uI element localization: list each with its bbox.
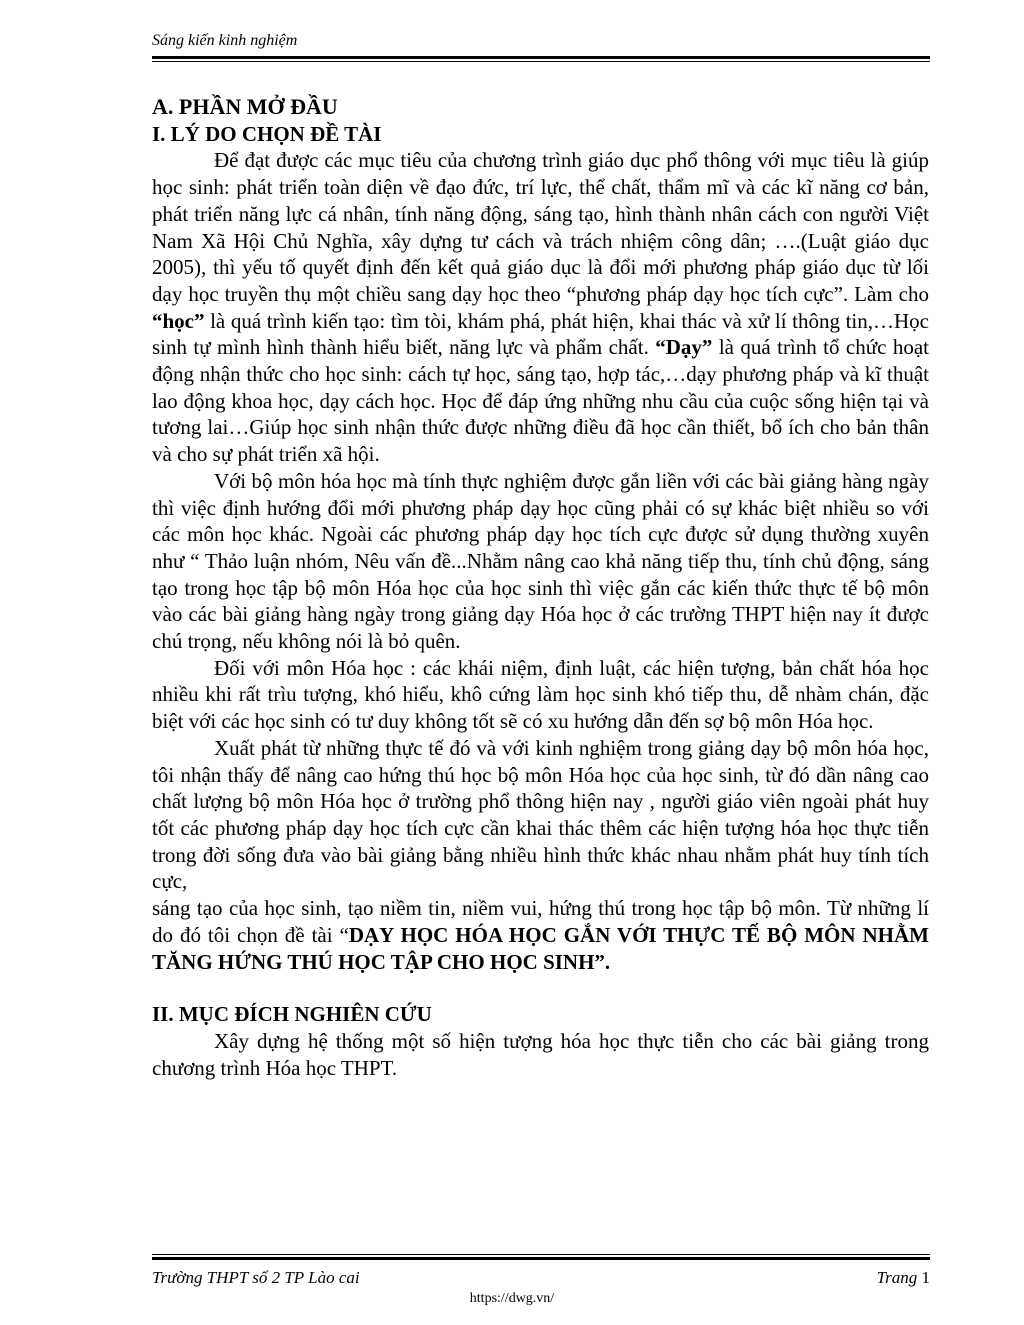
topic-title: DẠY HỌC HÓA HỌC GẮN VỚI THỰC TẾ BỘ MÔN NHẰM TĂNG HỨNG THÚ HỌC TẬP CHO HỌC SINH”. [152,922,929,974]
page-label: Trang [876,1268,918,1287]
document-body [152,94,929,1081]
paragraph-reason-2: Với bộ môn hóa học mà tính thực nghiệm được gắn liền với các bài giảng hàng ngày thì việc định hướng đổi mới phương pháp dạy học cũng phải có sự khác biệt nhiều so với các môn học khác. Ngoài các phương pháp dạy học tích cực được sử dụng thường xuyên như “ Thảo luận nhóm, Nêu vấn đề...Nhằm nâng cao khả năng tiếp thu, tính chủ động, sáng tạo trong học tập bộ môn Hóa học của học sinh thì việc gắn các kiến thức thực tế bộ môn vào các bài giảng hàng ngày trong giảng dạy Hóa học ở các trường THPT hiện nay ít được chú trọng, nếu không nói là bỏ quên. [152,468,929,654]
source-url[interactable]: https://dwg.vn/ [469,1291,555,1306]
header-rule-thick [152,56,930,59]
paragraph-text: là quá trình kiến tạo: tìm tòi, khám phá, phát hiện, khai thác và xử lí thông tin,…Học sinh tự mình hình thành hiểu biết, năng lực và phẩm chất. [152,308,929,360]
paragraph-text: Để đạt được các mục tiêu của chương trình giáo dục phổ thông với mục tiêu là giúp học sinh: phát triển toàn diện về đạo đức, trí lực, thể chất, thẩm mĩ và các kĩ năng cơ bản, phát triển năng lực cá nhân, tính năng động, sáng tạo, hình thành nhân cách con người Việt Nam Xã Hội Chủ Nghĩa, xây dựng tư cách và trách nhiệm công dân; ….(Luật giáo dục 2005), thì yếu tố quyết định đến kết quả giáo dục là đổi mới phương pháp giáo dục từ lối dạy học truyền thụ một chiều sang dạy học theo “phương pháp dạy học tích cực”. Làm cho [152,148,929,306]
header-title: Sáng kiến kinh nghiệm [152,32,298,49]
paragraph-purpose: Xây dựng hệ thống một số hiện tượng hóa học thực tiễn cho các bài giảng trong chương trình Hóa học THPT. [152,1028,929,1080]
paragraph-reason-4-cont [152,895,929,975]
footer-rule-thick [152,1257,930,1260]
section-a-heading: A. PHẦN MỞ ĐẦU [152,94,338,119]
paragraph-reason-1 [152,147,929,467]
paragraph-text: sáng tạo của học sinh, tạo niềm tin, niềm vui, hứng thú trong học tập bộ môn. Từ những lí do đó tôi chọn đề tài “ [152,896,929,947]
page-number: 1 [921,1268,930,1287]
footer-page [877,1268,930,1288]
footer-school: Trường THPT số 2 TP Lào cai [152,1268,360,1287]
section-1-heading: I. LÝ DO CHỌN ĐỀ TÀI [152,121,382,146]
paragraph-reason-4: Xuất phát từ những thực tế đó và với kinh nghiệm trong giảng dạy bộ môn hóa học, tôi nhận thấy để nâng cao hứng thú học bộ môn Hóa học của học sinh, từ đó dần nâng cao chất lượng bộ môn Hóa học ở trường phổ thông hiện nay , người giáo viên ngoài phát huy tốt các phương pháp dạy học tích cực cần khai thác thêm các hiện tượng hóa học thực tiễn trong đời sống đưa vào bài giảng bằng nhiều hình thức khác nhau nhằm phát huy tính tích cực, [152,735,929,894]
emphasis-hoc: “học” [152,308,205,333]
spacer [152,975,929,1001]
paragraph-text: là quá trình tổ chức hoạt động nhận thức cho học sinh: cách tự học, sáng tạo, hợp tác,…dạy phương pháp và kĩ thuật lao động khoa học, dạy cách học. Học để đáp ứng những nhu cầu của cuộc sống hiện tại và tương lai…Giúp học sinh nhận thức được những điều đã học cần thiết, bổ ích cho bản thân và cho sự phát triển xã hội. [152,335,930,467]
footer-rule-thin [152,1254,930,1255]
paragraph-reason-3: Đối với môn Hóa học : các khái niệm, định luật, các hiện tượng, bản chất hóa học nhiều khi rất trìu tượng, khó hiểu, khô cứng làm học sinh khó tiếp thu, dễ nhàm chán, đặc biệt với các học sinh có tư duy không tốt sẽ có xu hướng dẫn đến sợ bộ môn Hóa học. [152,655,929,734]
header-rule-thin [152,61,930,62]
emphasis-day: “Dạy” [655,335,713,360]
section-2-heading: II. MỤC ĐÍCH NGHIÊN CỨU [152,1002,432,1027]
